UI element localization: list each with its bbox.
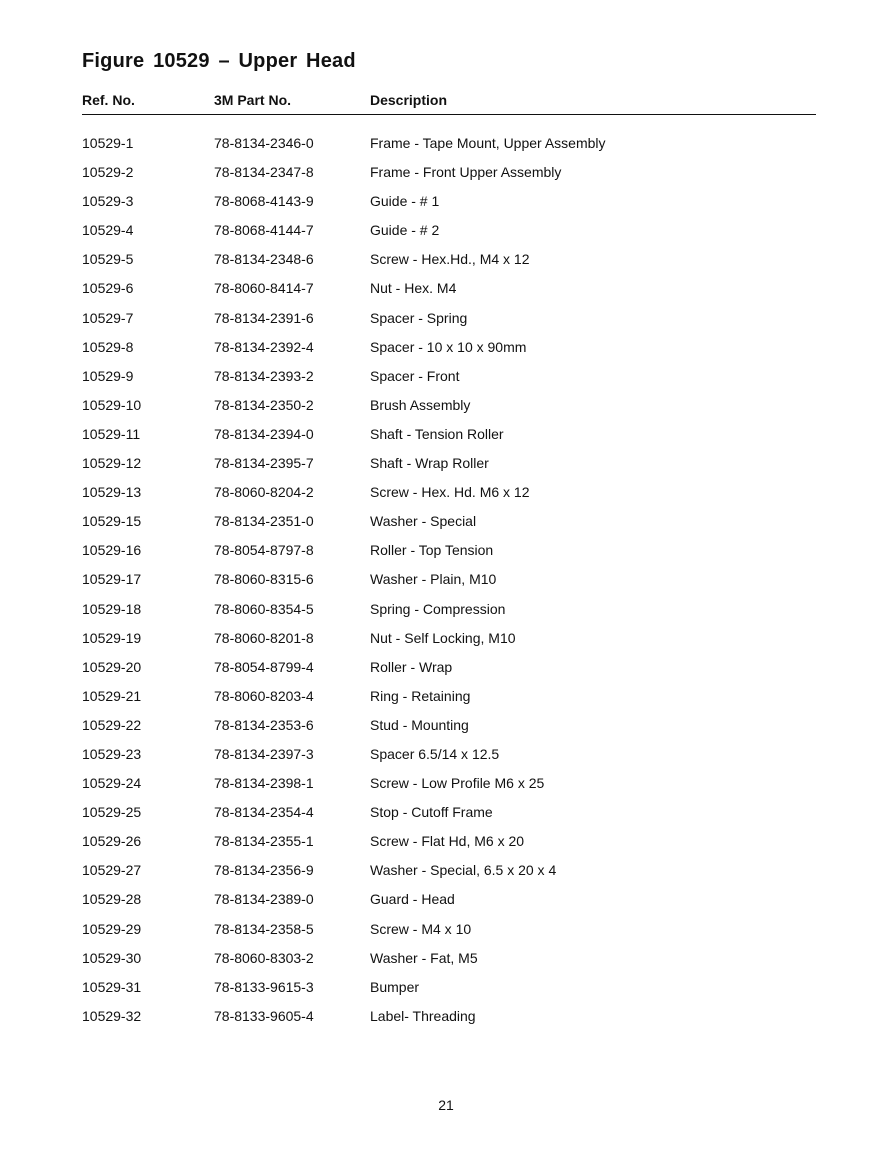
table-row xyxy=(82,423,816,452)
row-ref-number: 10529-13 xyxy=(82,484,142,501)
table-row xyxy=(82,161,816,190)
row-part-number: 78-8133-9605-4 xyxy=(214,1007,314,1024)
row-part-number: 78-8134-2354-4 xyxy=(214,804,314,821)
row-ref-number: 10529-16 xyxy=(82,542,142,559)
row-part-number: 78-8134-2393-2 xyxy=(214,367,314,384)
table-row xyxy=(82,248,816,277)
table-row xyxy=(82,743,816,772)
row-description: Roller - Wrap xyxy=(370,658,453,675)
row-part-number: 78-8133-9615-3 xyxy=(214,978,314,995)
row-description: Screw - Hex.Hd., M4 x 12 xyxy=(370,251,530,268)
row-part-number: 78-8060-8414-7 xyxy=(214,280,314,297)
row-description: Label- Threading xyxy=(370,1007,476,1024)
row-ref-number: 10529-10 xyxy=(82,396,142,413)
row-part-number: 78-8060-8204-2 xyxy=(214,484,314,501)
row-part-number: 78-8134-2351-0 xyxy=(214,513,314,530)
parts-list xyxy=(82,132,816,1034)
row-description: Roller - Top Tension xyxy=(370,542,494,559)
row-part-number: 78-8134-2397-3 xyxy=(214,745,314,762)
row-description: Stop - Cutoff Frame xyxy=(370,804,493,821)
table-row xyxy=(82,190,816,219)
row-description: Spring - Compression xyxy=(370,600,506,617)
table-row xyxy=(82,307,816,336)
table-row xyxy=(82,947,816,976)
table-row xyxy=(82,365,816,394)
row-description: Washer - Special, 6.5 x 20 x 4 xyxy=(370,862,557,879)
table-row xyxy=(82,1005,816,1034)
row-description: Guide - # 1 xyxy=(370,193,440,210)
table-row xyxy=(82,656,816,685)
row-description: Screw - Hex. Hd. M6 x 12 xyxy=(370,484,530,501)
row-part-number: 78-8060-8203-4 xyxy=(214,687,314,704)
table-row xyxy=(82,918,816,947)
table-row xyxy=(82,219,816,248)
row-part-number: 78-8060-8354-5 xyxy=(214,600,314,617)
row-ref-number: 10529-30 xyxy=(82,949,142,966)
row-ref-number: 10529-32 xyxy=(82,1007,142,1024)
row-ref-number: 10529-3 xyxy=(82,193,134,210)
table-row xyxy=(82,627,816,656)
row-description: Washer - Fat, M5 xyxy=(370,949,478,966)
row-ref-number: 10529-26 xyxy=(82,833,142,850)
row-part-number: 78-8134-2394-0 xyxy=(214,425,314,442)
row-description: Stud - Mounting xyxy=(370,716,469,733)
row-ref-number: 10529-20 xyxy=(82,658,142,675)
row-ref-number: 10529-9 xyxy=(82,367,134,384)
table-row xyxy=(82,510,816,539)
row-description: Nut - Self Locking, M10 xyxy=(370,629,516,646)
table-row xyxy=(82,568,816,597)
row-description: Frame - Tape Mount, Upper Assembly xyxy=(370,135,606,151)
row-part-number: 78-8068-4144-7 xyxy=(214,222,314,239)
row-ref-number: 10529-24 xyxy=(82,775,142,792)
row-part-number: 78-8054-8799-4 xyxy=(214,658,314,675)
table-row xyxy=(82,859,816,888)
column-header-part: 3M Part No. xyxy=(214,92,292,108)
table-row xyxy=(82,394,816,423)
row-description: Frame - Front Upper Assembly xyxy=(370,164,562,181)
row-description: Spacer 6.5/14 x 12.5 xyxy=(370,745,500,762)
row-part-number: 78-8134-2358-5 xyxy=(214,920,314,937)
row-part-number: 78-8134-2348-6 xyxy=(214,251,314,268)
table-row xyxy=(82,336,816,365)
row-description: Screw - M4 x 10 xyxy=(370,920,472,937)
row-ref-number: 10529-15 xyxy=(82,513,142,530)
row-description: Guard - Head xyxy=(370,891,455,908)
page-number: 21 xyxy=(438,1097,454,1113)
row-part-number: 78-8060-8303-2 xyxy=(214,949,314,966)
row-ref-number: 10529-11 xyxy=(82,425,141,442)
table-row xyxy=(82,277,816,306)
column-header-description: Description xyxy=(370,92,448,108)
table-row xyxy=(82,481,816,510)
row-description: Screw - Low Profile M6 x 25 xyxy=(370,775,545,792)
table-row xyxy=(82,598,816,627)
table-row xyxy=(82,452,816,481)
row-part-number: 78-8068-4143-9 xyxy=(214,193,314,210)
row-part-number: 78-8134-2355-1 xyxy=(214,833,314,850)
row-ref-number: 10529-19 xyxy=(82,629,142,646)
table-row xyxy=(82,132,816,161)
table-row xyxy=(82,976,816,1005)
row-part-number: 78-8134-2391-6 xyxy=(214,309,314,326)
row-ref-number: 10529-2 xyxy=(82,164,134,181)
table-row xyxy=(82,772,816,801)
row-part-number: 78-8134-2398-1 xyxy=(214,775,314,792)
table-row xyxy=(82,888,816,917)
row-description: Screw - Flat Hd, M6 x 20 xyxy=(370,833,525,850)
row-description: Spacer - Front xyxy=(370,367,460,384)
row-ref-number: 10529-7 xyxy=(82,309,134,326)
row-description: Nut - Hex. M4 xyxy=(370,280,457,297)
row-description: Spacer - 10 x 10 x 90mm xyxy=(370,338,527,355)
row-description: Washer - Special xyxy=(370,513,477,530)
row-part-number: 78-8134-2389-0 xyxy=(214,891,314,908)
page-title: Figure 10529 – Upper Head xyxy=(82,50,356,72)
row-description: Shaft - Tension Roller xyxy=(370,425,504,442)
row-description: Spacer - Spring xyxy=(370,309,468,326)
row-ref-number: 10529-6 xyxy=(82,280,134,297)
table-row xyxy=(82,539,816,568)
table-header xyxy=(82,92,816,115)
row-part-number: 78-8134-2350-2 xyxy=(214,396,314,413)
row-ref-number: 10529-18 xyxy=(82,600,142,617)
row-part-number: 78-8060-8201-8 xyxy=(214,629,314,646)
row-part-number: 78-8134-2356-9 xyxy=(214,862,314,879)
row-ref-number: 10529-5 xyxy=(82,251,134,268)
row-ref-number: 10529-29 xyxy=(82,920,142,937)
row-ref-number: 10529-1 xyxy=(82,135,134,151)
table-row xyxy=(82,714,816,743)
row-part-number: 78-8054-8797-8 xyxy=(214,542,314,559)
table-row xyxy=(82,801,816,830)
table-row xyxy=(82,830,816,859)
row-description: Brush Assembly xyxy=(370,396,471,413)
row-ref-number: 10529-21 xyxy=(82,687,142,704)
row-ref-number: 10529-28 xyxy=(82,891,142,908)
row-part-number: 78-8134-2395-7 xyxy=(214,455,314,472)
row-part-number: 78-8134-2346-0 xyxy=(214,135,314,151)
row-description: Washer - Plain, M10 xyxy=(370,571,497,588)
column-header-ref: Ref. No. xyxy=(82,92,135,108)
row-description: Ring - Retaining xyxy=(370,687,471,704)
row-ref-number: 10529-25 xyxy=(82,804,142,821)
row-ref-number: 10529-8 xyxy=(82,338,134,355)
row-ref-number: 10529-31 xyxy=(82,978,142,995)
row-part-number: 78-8134-2392-4 xyxy=(214,338,314,355)
row-description: Shaft - Wrap Roller xyxy=(370,455,489,472)
row-ref-number: 10529-22 xyxy=(82,716,142,733)
row-part-number: 78-8134-2347-8 xyxy=(214,164,314,181)
row-ref-number: 10529-17 xyxy=(82,571,142,588)
table-row xyxy=(82,685,816,714)
row-part-number: 78-8134-2353-6 xyxy=(214,716,314,733)
row-ref-number: 10529-23 xyxy=(82,745,142,762)
row-description: Bumper xyxy=(370,978,420,995)
row-ref-number: 10529-27 xyxy=(82,862,142,879)
row-description: Guide - # 2 xyxy=(370,222,440,239)
row-part-number: 78-8060-8315-6 xyxy=(214,571,314,588)
row-ref-number: 10529-4 xyxy=(82,222,134,239)
row-ref-number: 10529-12 xyxy=(82,455,142,472)
